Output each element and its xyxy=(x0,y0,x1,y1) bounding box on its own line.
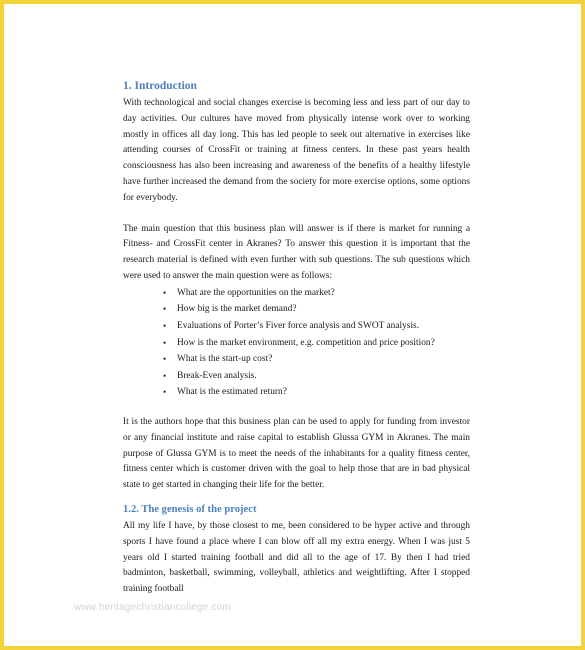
sub-question-text: What are the opportunities on the market? xyxy=(177,287,335,298)
intro-paragraph-3: It is the authors hope that this business plan can be used to apply for funding from investor or any financial institute and raise capital to establish Glussa GYM in Akranes. The main purpose of Glussa GYM is to meet the needs of the inhabitants for a quality fitness center, fitness center which is customer driven with the goal to help those that are in bad physical state to get started in changing their life for the better. xyxy=(123,416,470,491)
sub-question-item xyxy=(163,335,470,352)
bullet-icon: • xyxy=(163,387,167,398)
sub-question-text: How is the market environment, e.g. competition and price position? xyxy=(177,337,435,348)
section-heading-introduction: 1. Introduction xyxy=(123,80,197,92)
bullet-icon: • xyxy=(163,320,167,331)
bullet-icon: • xyxy=(163,354,167,365)
sub-question-text: Break-Even analysis. xyxy=(177,370,257,381)
sub-question-text: What is the estimated return? xyxy=(177,387,287,398)
sub-question-item xyxy=(163,384,470,401)
sub-question-item xyxy=(163,318,470,335)
document-page xyxy=(4,4,581,646)
sub-question-text: How big is the market demand? xyxy=(177,304,297,315)
document-content xyxy=(123,78,470,598)
genesis-paragraph-1: All my life I have, by those closest to me, been considered to be hyper active and through sports I have found a place where I can blow off all my extra energy. When I was just 5 years old I started training football and did all to the age of 17. By then I had tried badminton, basketball, swimming, volleyball, athletics and weightlifting. After I stopped training football xyxy=(123,520,470,595)
watermark: www.heritagechristiancollege.com xyxy=(74,602,232,613)
bullet-icon: • xyxy=(163,370,167,381)
intro-paragraph-2: The main question that this business plan will answer is if there is market for running a Fitness- and CrossFit center in Akranes? To answer this question it is important that the research material is defined with even further with sub questions. The sub questions which were used to answer the main question were as follows: xyxy=(123,223,470,281)
sub-question-item xyxy=(163,301,470,318)
intro-paragraph-1: With technological and social changes exercise is becoming less and less part of our day to day activities. Our cultures have moved from physically intense work over to working mostly in offices all day long. This has led people to seek out alternative in exercises like attending courses of CrossFit or training at fitness centers. In these past years health consciousness has also been increasing and awareness of the benefits of a healthy lifestyle have further increased the demand from the society for more exercise options, some options for everybody. xyxy=(123,98,470,203)
sub-questions-list xyxy=(123,285,470,401)
section-heading-genesis: 1.2. The genesis of the project xyxy=(123,503,257,515)
bullet-icon: • xyxy=(163,304,167,315)
sub-question-item xyxy=(163,368,470,385)
sub-question-item xyxy=(163,285,470,302)
sub-question-text: Evaluations of Porter’s Fiver force analysis and SWOT analysis. xyxy=(177,320,420,331)
bullet-icon: • xyxy=(163,337,167,348)
sub-question-item xyxy=(163,351,470,368)
sub-question-text: What is the start-up cost? xyxy=(177,354,273,365)
bullet-icon: • xyxy=(163,287,167,298)
